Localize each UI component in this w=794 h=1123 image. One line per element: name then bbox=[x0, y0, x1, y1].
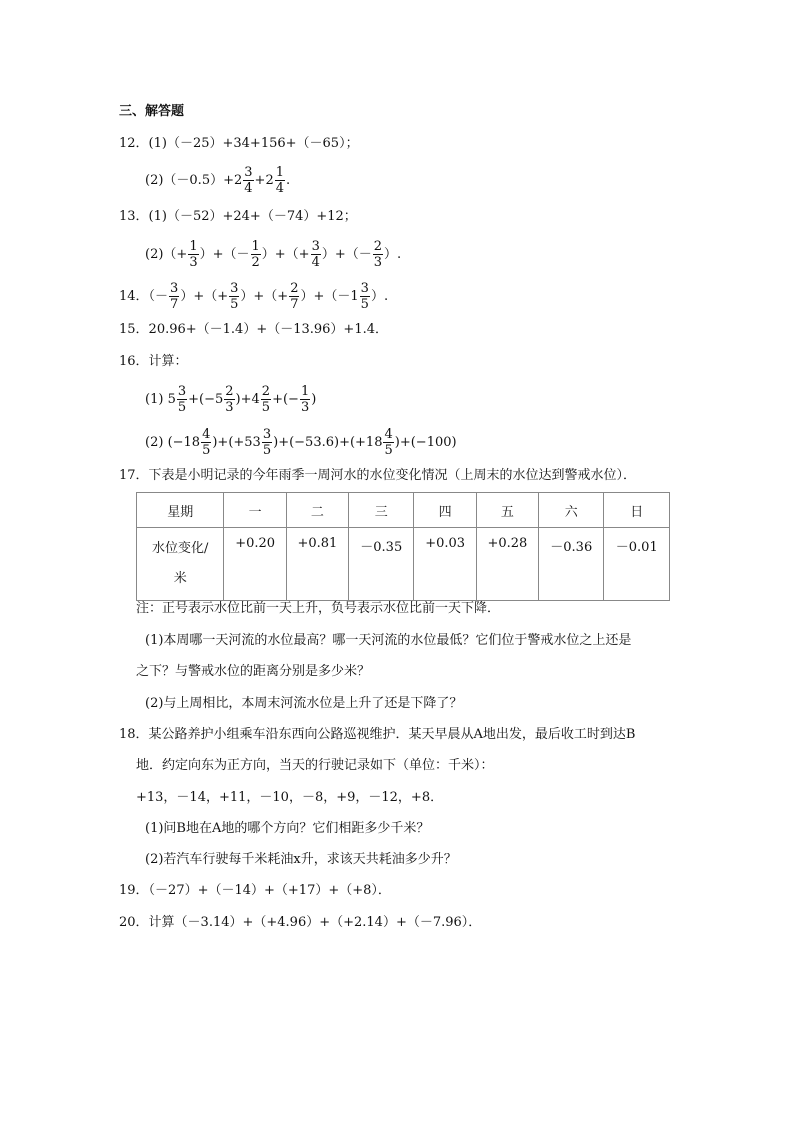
fraction: $\frac{4}{5}$ bbox=[384, 427, 393, 458]
table-cell: －0.01 bbox=[604, 528, 670, 601]
table-header-cell: 日 bbox=[604, 493, 670, 528]
fraction: $\frac{3}{7}$ bbox=[170, 281, 179, 312]
fraction: $\frac{3}{5}$ bbox=[262, 427, 272, 458]
question-18-sub-2: (2)若汽车行驶每千米耗油x升，求该天共耗油多少升？ bbox=[145, 852, 457, 867]
fraction: $\frac{2}{5}$ bbox=[261, 384, 271, 415]
table-cell: +0.20 bbox=[224, 528, 286, 601]
table-header-cell: 星期 bbox=[137, 493, 224, 528]
question-18-line-1: 18．某公路养护小组乘车沿东西向公路巡视维护．某天早晨从A地出发，最后收工时到达B bbox=[119, 727, 636, 742]
question-20: 20．计算（－3.14）+（+4.96）+（+2.14）+（－7.96）． bbox=[119, 915, 482, 930]
table-header-cell: 二 bbox=[286, 493, 348, 528]
table-header-cell: 四 bbox=[414, 493, 476, 528]
question-17-sub-2: (2)与上周相比，本周末河流水位是上升了还是下降了？ bbox=[145, 696, 463, 711]
question-19: 19．（－27）+（－14）+（+17）+（+8）． bbox=[119, 883, 391, 898]
water-level-table bbox=[136, 492, 670, 601]
question-13-part-1: 13．(1)（－52）+24+（－74）+12； bbox=[119, 209, 357, 224]
question-18-records: +13，－14，+11，－10，－8，+9，－12，+8． bbox=[136, 790, 444, 805]
fraction: $\frac{2}{3}$ bbox=[373, 239, 383, 270]
table-cell: +0.03 bbox=[414, 528, 476, 601]
table-cell: －0.36 bbox=[539, 528, 604, 601]
question-17-intro: 17．下表是小明记录的今年雨季一周河水的水位变化情况（上周末的水位达到警戒水位）． bbox=[119, 468, 637, 483]
question-12-part-1: 12．(1)（－25）+34+156+（－65）； bbox=[119, 136, 359, 151]
question-13-part-2: (2)（+ $\frac{1}{3}$ ）+（－ $\frac{1}{2}$ ）+（+ $\frac{3}{4}$ ）+（－ $\frac{2}{3}$ ）. bbox=[145, 239, 402, 270]
fraction: $\frac{2}{3}$ bbox=[225, 384, 234, 415]
table-header-cell: 一 bbox=[224, 493, 286, 528]
question-18-line-2: 地．约定向东为正方向，当天的行驶记录如下（单位：千米）： bbox=[136, 758, 494, 773]
table-header-cell: 五 bbox=[476, 493, 538, 528]
fraction: $\frac{3}{4}$ bbox=[244, 165, 253, 196]
question-14: 14．（－ $\frac{3}{7}$ ）+（+ $\frac{3}{5}$ ）+（+ $\frac{2}{7}$ ）+（－1 $\frac{3}{5}$ ）. bbox=[119, 281, 389, 312]
table-header-cell: 六 bbox=[539, 493, 604, 528]
row-label-line: 水位变化/ bbox=[152, 541, 209, 556]
table-header-cell: 三 bbox=[349, 493, 414, 528]
fraction: $\frac{2}{7}$ bbox=[290, 281, 299, 312]
table-cell: +0.28 bbox=[476, 528, 538, 601]
fraction: $\frac{4}{5}$ bbox=[202, 427, 211, 458]
fraction: $\frac{3}{5}$ bbox=[360, 281, 369, 312]
fraction: $\frac{1}{3}$ bbox=[300, 384, 310, 415]
question-16-part-2: (2) (−18 $\frac{4}{5}$ )+(+53 $\frac{3}{5}$ )+(−53.6)+(+18 $\frac{4}{5}$ )+(−100) bbox=[145, 427, 457, 458]
table-cell: －0.35 bbox=[349, 528, 414, 601]
table-header-row bbox=[137, 493, 670, 528]
question-16-title: 16．计算： bbox=[119, 354, 188, 369]
question-17-sub-1-cont: 之下？与警戒水位的距离分别是多少米？ bbox=[136, 664, 371, 679]
row-label-cell bbox=[137, 528, 224, 601]
question-18-sub-1: (1)问B地在A地的哪个方向？它们相距多少千米？ bbox=[145, 821, 430, 836]
table-cell: +0.81 bbox=[286, 528, 348, 601]
row-label-line: 米 bbox=[173, 571, 187, 586]
question-16-part-1: (1) 5 $\frac{3}{5}$ +(−5 $\frac{2}{3}$ )+4 $\frac{2}{5}$ +(− $\frac{1}{3}$ ) bbox=[145, 384, 317, 415]
fraction: $\frac{3}{4}$ bbox=[311, 239, 320, 270]
fraction: $\frac{1}{3}$ bbox=[189, 239, 198, 270]
fraction: $\frac{1}{4}$ bbox=[275, 165, 284, 196]
fraction: $\frac{3}{5}$ bbox=[177, 384, 187, 415]
table-row bbox=[137, 528, 670, 601]
question-15: 15．20.96+（－1.4）+（－13.96）+1.4． bbox=[119, 322, 389, 337]
section-title: 三、解答题 bbox=[119, 104, 185, 119]
fraction: $\frac{1}{2}$ bbox=[251, 239, 260, 270]
question-17-sub-1: (1)本周哪一天河流的水位最高？哪一天河流的水位最低？它们位于警戒水位之上还是 bbox=[145, 633, 632, 648]
question-12-part-2: (2)（－0.5）+2 $\frac{3}{4}$ +2 $\frac{1}{4}$ . bbox=[145, 165, 291, 196]
fraction: $\frac{3}{5}$ bbox=[230, 281, 239, 312]
question-17-note: 注：正号表示水位比前一天上升，负号表示水位比前一天下降． bbox=[136, 601, 501, 616]
